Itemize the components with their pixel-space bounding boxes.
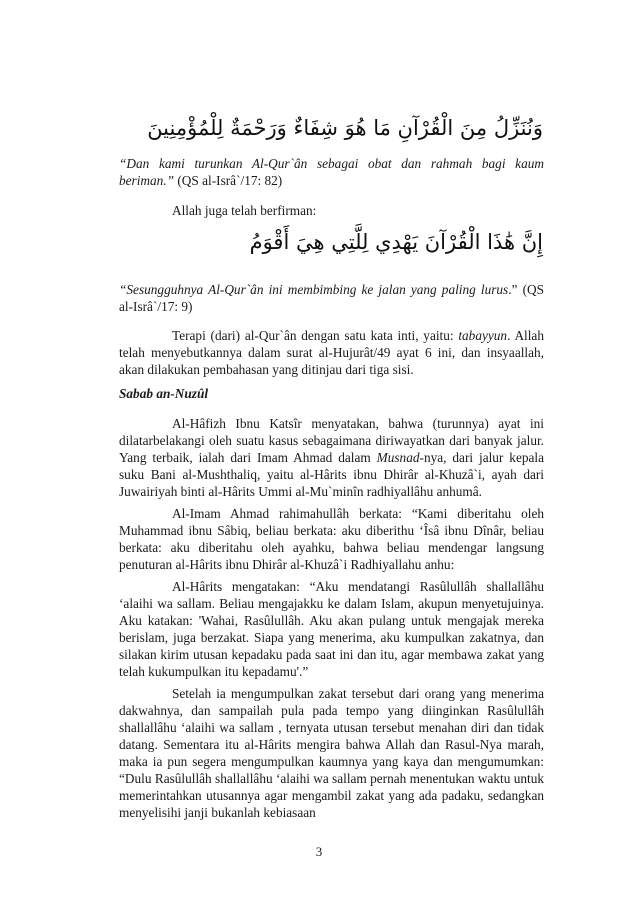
paragraph-imam-ahmad: Al-Imam Ahmad rahimahullâh berkata: “Kami diberitahu oleh Muhammad ibnu Sâbiq, beliau berkata: aku diberithu ‘Îsâ ibnu Dînâr, beliau berkata: aku diberitahu oleh ayahku, bahwa beliau mendengar langsung penuturan al-Hârits ibnu Dhirâr al-Khuzâ`i Radhiyallahu anhu:	[119, 506, 544, 572]
paragraph-hafizh	[119, 415, 544, 500]
paragraph-terapi	[119, 327, 544, 378]
text-run: Terapi (dari) al-Qur`ân dengan satu kata inti, yaitu:	[172, 328, 459, 343]
text-run-italic: Musnad	[376, 450, 420, 465]
page-number: 3	[315, 844, 323, 859]
translation-text: “Sesungguhnya Al-Qur`ân ini membimbing ke jalan yang paling lurus	[119, 282, 509, 297]
text-run: Al-Hâfizh Ibnu Katsîr menyatakan, bahwa (turunnya) ayat ini dilatarbelakangi oleh suatu kasus sebagaimana diriwayatkan dari banyak jalur. Yang terbaik, ialah dari Imam Ahmad dalam	[119, 416, 544, 465]
section-heading: Sabab an-Nuzûl	[119, 386, 209, 401]
paragraph-harits: Al-Hârits mengatakan: “Aku mendatangi Rasûlullâh shallallâhu ‘alaihi wa sallam. Beliau mengajakku ke dalam Islam, akupun menyetujuinya. Aku katakan: 'Wahai, Rasûlullâh. Aku akan pulang untuk mengajak mereka berislam, juga berzakat. Siapa yang menerima, aku kumpulkan zakatnya, dan silakan kirim utusan kepadaku pada saat ini dan itu, agar membawa zakat yang telah kukumpulkan itu kepadamu'.”	[119, 579, 544, 679]
verse-translation-1	[119, 155, 544, 189]
text-run: -nya, dari jalur kepala suku Bani al-Mushthaliq, yaitu al-Hârits ibnu Dhirâr al-Khuzâ`i, ayah dari Juwairiyah binti al-Hârits Ummi al-Mu`minîn radhiyallâhu anhumâ.	[119, 450, 544, 499]
translation-text: “Dan kami turunkan Al-Qur`ân sebagai obat dan rahmah bagi kaum beriman.”	[119, 156, 544, 188]
verse-arabic-1: وَنُنَزِّلُ مِنَ الْقُرْآنِ مَا هُوَ شِفَاءٌ وَرَحْمَةٌ لِلْمُؤْمِنِينَ	[147, 116, 543, 140]
verse-translation-2	[119, 281, 544, 315]
text-run: . Allah telah menyebutkannya dalam surat al-Hujurât/49 ayat 6 ini, dan insyaallah, akan dilakukan pembahasan yang ditinjau dari tiga sisi.	[119, 328, 544, 377]
verse-reference: .” (QS al-Isrâ`/17: 9)	[119, 282, 544, 314]
verse-reference: (QS al-Isrâ`/17: 82)	[174, 173, 283, 188]
text-run-italic: tabayyun	[458, 328, 508, 343]
intro-paragraph: Allah juga telah berfirman:	[172, 203, 317, 218]
paragraph-setelah: Setelah ia mengumpulkan zakat tersebut dari orang yang menerima dakwahnya, dan sampailah pula pada tempo yang diinginkan Rasûlullâh shallallâhu ‘alaihi wa sallam , ternyata utusan tersebut menahan diri dan tidak datang. Sementara itu al-Hârits mengira bahwa Allah dan Rasul-Nya marah, maka ia pun segera mengumpulkan kaumnya yang kaya dan mengumumkan: “Dulu Rasûlullâh shallallâhu ‘alaihi wa sallam pernah menentukan waktu untuk memerintahkan utusannya agar mengambil zakat yang ada padaku, sedangkan menyelisihi janji bukanlah kebiasaan	[119, 686, 545, 820]
verse-arabic-2: إِنَّ هَٰذَا الْقُرْآنَ يَهْدِي لِلَّتِي هِيَ أَقْوَمُ	[249, 230, 543, 254]
